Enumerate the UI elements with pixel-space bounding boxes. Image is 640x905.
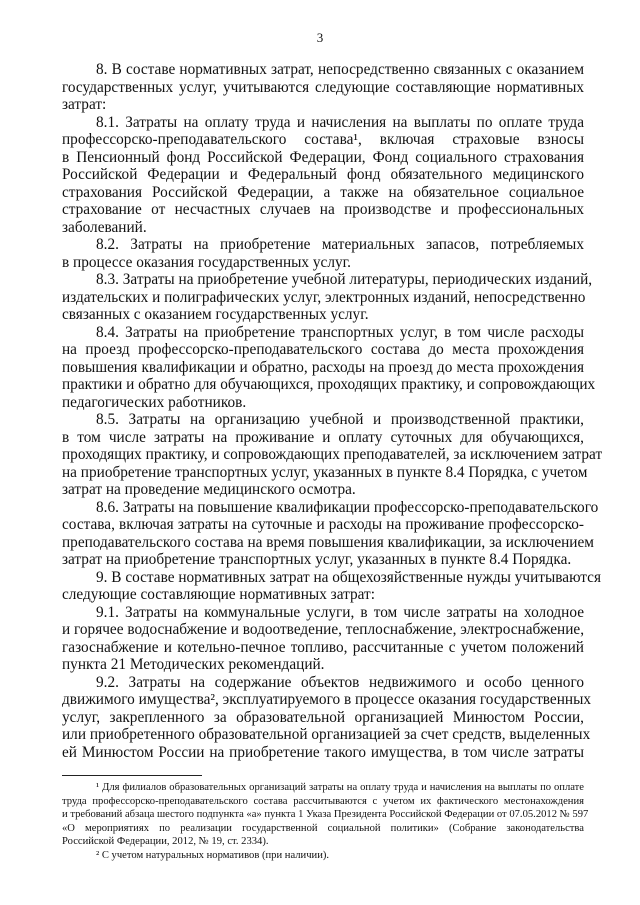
body-line: 8.5. Затраты на организацию учебной и производственной практики, [96, 411, 584, 428]
body-line: профессорско-преподавательского состава¹, включая страховые взносы [62, 131, 584, 148]
body-paragraph [62, 271, 593, 324]
body-line: государственных услуг, учитываются следующие составляющие нормативных [62, 78, 584, 96]
body-line: проходящих практику, и сопровождающих преподавателей, за исключением затрат [62, 446, 603, 463]
body-line: практики и обратно для обучающихся, проходящих практику, и сопровождающих [62, 376, 596, 393]
body-line: затрат на приобретение транспортных услуг, указанных в пункте 8.4 Порядка. [62, 551, 572, 568]
footnote-line: и требований абзаца шестого подпункта «а» пункта 1 Указа Президента Российской Федерации от 07.05.2012 № 597 [62, 809, 589, 820]
body-line: заболеваний. [62, 218, 147, 236]
body-paragraph [62, 323, 596, 412]
footnote-line: Российской Федерации, 2012, № 19, ст. 2334). [62, 836, 269, 847]
body-line: повышения квалификации и обратно, расходы на проезд до места прохождения [62, 358, 584, 376]
body-paragraph [62, 568, 601, 604]
document-body [62, 61, 603, 761]
body-paragraph [62, 114, 584, 237]
body-line: 8.6. Затраты на повышение квалификации профессорско-преподавательского [96, 498, 599, 516]
body-line: 8.1. Затраты на оплату труда и начисления на выплаты по оплате труда [96, 113, 584, 131]
body-line: Российской Федерации и Федеральный фонд обязательного медицинского [62, 166, 584, 183]
body-line: в том числе затраты на проживание и оплату суточных для обучающихся, [62, 428, 584, 446]
body-line: следующие составляющие нормативных затрат: [62, 586, 375, 603]
body-line: педагогических работников. [62, 393, 247, 411]
footnotes [62, 781, 589, 862]
body-line: страхования Российской Федерации, а также на обязательное социальное [62, 183, 584, 201]
body-line: состава, включая затраты на суточные и расходы на проживание профессорско- [62, 516, 584, 533]
body-paragraph [62, 411, 603, 499]
body-paragraph [62, 236, 584, 271]
body-line: на приобретение транспортных услуг, указанных в пункте 8.4 Порядка, с учетом [62, 463, 588, 481]
body-line: связанных с оказанием государственных услуг. [62, 306, 369, 323]
body-line: затрат на проведение медицинского осмотра. [62, 481, 356, 498]
body-line: издательских и полиграфических услуг, электронных изданий, непосредственно [62, 288, 586, 306]
footnote-line: труда профессорско-преподавательского состава рассчитываются с учетом их фактического местонахождения [62, 795, 584, 807]
body-line: 8. В составе нормативных затрат, непосредственно связанных с оказанием [96, 61, 584, 78]
page-number: 3 [316, 30, 324, 45]
body-line: услуг, закрепленного за образовательной организацией Минюстом России, [62, 708, 584, 726]
body-line: 8.2. Затраты на приобретение материальных запасов, потребляемых [96, 236, 584, 253]
body-line: страхование от несчастных случаев на производстве и профессиональных [62, 201, 584, 218]
body-line: 9.1. Затраты на коммунальные услуги, в том числе затраты на холодное [96, 603, 584, 621]
footnote-line: «О мероприятиях по реализации государственной социальной политики» (Собрание законодательства [62, 822, 584, 834]
body-line: преподавательского состава на время повышения квалификации, за исключением [62, 533, 594, 551]
footnote-line: ² С учетом натуральных нормативов (при наличии). [96, 849, 330, 861]
body-line: в процессе оказания государственных услуг. [62, 253, 351, 271]
body-line: 8.4. Затраты на приобретение транспортных услуг, в том числе расходы [96, 323, 584, 341]
body-line: ей Минюстом России на приобретение такого имущества, в том числе затраты [62, 743, 584, 761]
body-line: на проезд профессорско-преподавательского состава до места прохождения [62, 341, 584, 358]
footnote-paragraph [62, 781, 589, 849]
body-line: 9.2. Затраты на содержание объектов недвижимого и особо ценного [96, 673, 584, 691]
body-paragraph [62, 604, 584, 674]
body-line: газоснабжение и котельно-печное топливо, рассчитанные с учетом положений [62, 638, 584, 656]
body-paragraph [62, 673, 592, 762]
footnote-paragraph [62, 849, 584, 863]
body-line: в Пенсионный фонд Российской Федерации, Фонд социального страхования [62, 148, 584, 166]
body-line: затрат: [62, 96, 107, 113]
footnote-separator [62, 775, 202, 776]
body-line: движимого имущества², эксплуатируемого в процессе оказания государственных [62, 691, 592, 708]
body-paragraph [62, 498, 599, 569]
body-line: 8.3. Затраты на приобретение учебной литературы, периодических изданий, [96, 271, 593, 288]
body-line: 9. В составе нормативных затрат на общехозяйственные нужды учитываются [96, 568, 601, 586]
body-paragraph [62, 61, 584, 114]
body-line: и горячее водоснабжение и водоотведение, теплоснабжение, электроснабжение, [62, 621, 585, 638]
footnote-line: ¹ Для филиалов образовательных организаций затраты на оплату труда и начисления на выплаты по оплате [96, 782, 584, 793]
body-line: или приобретенного образовательной организацией за счет средств, выделенных [62, 726, 591, 743]
body-line: пункта 21 Методических рекомендаций. [62, 656, 325, 673]
